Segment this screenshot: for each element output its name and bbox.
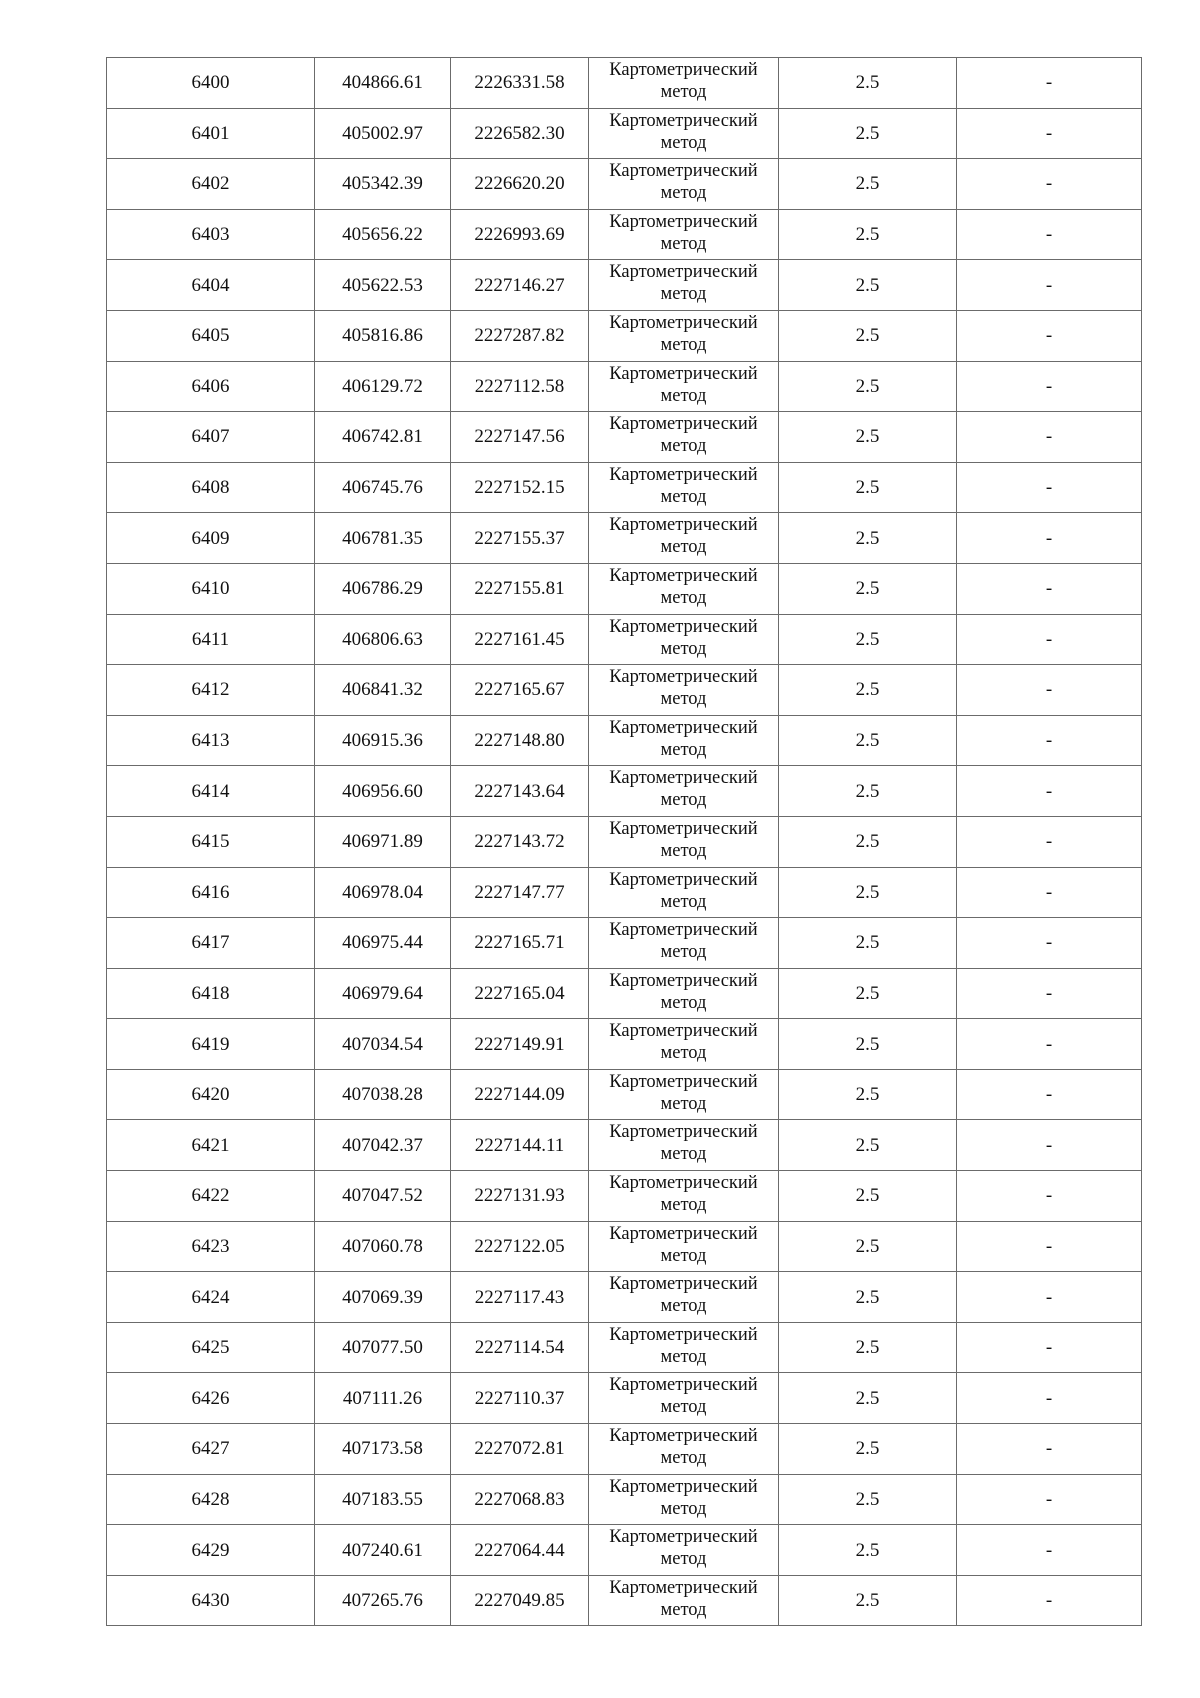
point-number-cell: 6417 [107,918,315,969]
method-line-1: Картометрический [609,1173,758,1194]
x-coordinate-cell: 407265.76 [315,1575,451,1626]
y-coordinate-cell: 2227148.80 [451,715,589,766]
table-row [107,766,1142,817]
method-cell [589,614,779,665]
note-cell: - [957,766,1142,817]
accuracy-cell: 2.5 [779,1424,957,1475]
method-line-1: Картометрический [609,768,758,789]
point-number-cell: 6427 [107,1424,315,1475]
note-cell: - [957,361,1142,412]
method-cell [589,766,779,817]
method-cell [589,1171,779,1222]
table-row [107,361,1142,412]
table-row [107,462,1142,513]
x-coordinate-cell: 407077.50 [315,1322,451,1373]
point-number-cell: 6419 [107,1019,315,1070]
note-cell: - [957,614,1142,665]
note-cell: - [957,412,1142,463]
method-line-1: Картометрический [609,1426,758,1447]
note-cell: - [957,1424,1142,1475]
x-coordinate-cell: 407060.78 [315,1221,451,1272]
point-number-cell: 6411 [107,614,315,665]
note-cell: - [957,968,1142,1019]
method-cell [589,665,779,716]
note-cell: - [957,918,1142,969]
y-coordinate-cell: 2227165.71 [451,918,589,969]
y-coordinate-cell: 2227152.15 [451,462,589,513]
accuracy-cell: 2.5 [779,1019,957,1070]
accuracy-cell: 2.5 [779,361,957,412]
table-row [107,513,1142,564]
method-cell [589,310,779,361]
accuracy-cell: 2.5 [779,1069,957,1120]
accuracy-cell: 2.5 [779,1575,957,1626]
point-number-cell: 6428 [107,1474,315,1525]
note-cell: - [957,513,1142,564]
table-row [107,1272,1142,1323]
method-line-2: метод [660,1599,707,1620]
method-line-1: Картометрический [609,667,758,688]
point-number-cell: 6420 [107,1069,315,1120]
y-coordinate-cell: 2227072.81 [451,1424,589,1475]
point-number-cell: 6409 [107,513,315,564]
method-line-1: Картометрический [609,1274,758,1295]
y-coordinate-cell: 2227131.93 [451,1171,589,1222]
coordinates-table-body [107,58,1142,1626]
table-row [107,1120,1142,1171]
method-line-1: Картометрический [609,1021,758,1042]
method-line-2: метод [660,1144,707,1165]
method-line-2: метод [660,183,707,204]
method-cell [589,462,779,513]
point-number-cell: 6406 [107,361,315,412]
note-cell: - [957,1272,1142,1323]
method-cell [589,867,779,918]
method-cell [589,1525,779,1576]
note-cell: - [957,1525,1142,1576]
table-row [107,1069,1142,1120]
point-number-cell: 6404 [107,260,315,311]
method-line-2: метод [660,334,707,355]
table-row [107,816,1142,867]
y-coordinate-cell: 2227149.91 [451,1019,589,1070]
method-line-1: Картометрический [609,414,758,435]
accuracy-cell: 2.5 [779,209,957,260]
y-coordinate-cell: 2226582.30 [451,108,589,159]
y-coordinate-cell: 2227112.58 [451,361,589,412]
y-coordinate-cell: 2227165.67 [451,665,589,716]
method-line-1: Картометрический [609,363,758,384]
method-cell [589,816,779,867]
method-line-2: метод [660,385,707,406]
x-coordinate-cell: 407069.39 [315,1272,451,1323]
note-cell: - [957,1120,1142,1171]
table-row [107,108,1142,159]
x-coordinate-cell: 405342.39 [315,159,451,210]
method-line-2: метод [660,132,707,153]
method-line-2: метод [660,942,707,963]
method-line-2: метод [660,1043,707,1064]
x-coordinate-cell: 406781.35 [315,513,451,564]
method-line-1: Картометрический [609,1476,758,1497]
note-cell: - [957,209,1142,260]
point-number-cell: 6413 [107,715,315,766]
table-row [107,563,1142,614]
point-number-cell: 6422 [107,1171,315,1222]
accuracy-cell: 2.5 [779,1272,957,1323]
y-coordinate-cell: 2227155.81 [451,563,589,614]
method-line-2: метод [660,840,707,861]
table-row [107,260,1142,311]
method-line-1: Картометрический [609,110,758,131]
y-coordinate-cell: 2226331.58 [451,58,589,109]
table-row [107,968,1142,1019]
method-line-1: Картометрический [609,565,758,586]
method-cell [589,1474,779,1525]
note-cell: - [957,58,1142,109]
method-cell [589,513,779,564]
method-cell [589,918,779,969]
note-cell: - [957,867,1142,918]
x-coordinate-cell: 406806.63 [315,614,451,665]
note-cell: - [957,1575,1142,1626]
y-coordinate-cell: 2227110.37 [451,1373,589,1424]
method-cell [589,968,779,1019]
point-number-cell: 6408 [107,462,315,513]
x-coordinate-cell: 407173.58 [315,1424,451,1475]
x-coordinate-cell: 406978.04 [315,867,451,918]
y-coordinate-cell: 2227146.27 [451,260,589,311]
method-cell [589,159,779,210]
accuracy-cell: 2.5 [779,412,957,463]
accuracy-cell: 2.5 [779,513,957,564]
x-coordinate-cell: 405816.86 [315,310,451,361]
method-cell [589,361,779,412]
x-coordinate-cell: 407047.52 [315,1171,451,1222]
y-coordinate-cell: 2227064.44 [451,1525,589,1576]
accuracy-cell: 2.5 [779,918,957,969]
note-cell: - [957,1474,1142,1525]
x-coordinate-cell: 407111.26 [315,1373,451,1424]
method-cell [589,58,779,109]
method-line-2: метод [660,1448,707,1469]
note-cell: - [957,159,1142,210]
method-line-2: метод [660,1346,707,1367]
method-line-1: Картометрический [609,1122,758,1143]
point-number-cell: 6430 [107,1575,315,1626]
note-cell: - [957,108,1142,159]
coordinates-table [106,57,1142,1626]
accuracy-cell: 2.5 [779,968,957,1019]
method-line-2: метод [660,1397,707,1418]
method-line-1: Картометрический [609,1527,758,1548]
y-coordinate-cell: 2226993.69 [451,209,589,260]
x-coordinate-cell: 404866.61 [315,58,451,109]
method-cell [589,1322,779,1373]
note-cell: - [957,310,1142,361]
method-cell [589,1575,779,1626]
method-cell [589,1120,779,1171]
note-cell: - [957,1019,1142,1070]
accuracy-cell: 2.5 [779,1474,957,1525]
y-coordinate-cell: 2227144.11 [451,1120,589,1171]
method-line-1: Картометрический [609,717,758,738]
method-line-1: Картометрический [609,616,758,637]
accuracy-cell: 2.5 [779,816,957,867]
point-number-cell: 6405 [107,310,315,361]
accuracy-cell: 2.5 [779,1525,957,1576]
table-row [107,412,1142,463]
accuracy-cell: 2.5 [779,58,957,109]
note-cell: - [957,665,1142,716]
table-row [107,715,1142,766]
method-cell [589,563,779,614]
method-line-2: метод [660,1093,707,1114]
accuracy-cell: 2.5 [779,1322,957,1373]
method-line-1: Картометрический [609,161,758,182]
x-coordinate-cell: 406841.32 [315,665,451,716]
method-line-1: Картометрический [609,262,758,283]
point-number-cell: 6424 [107,1272,315,1323]
note-cell: - [957,1069,1142,1120]
accuracy-cell: 2.5 [779,1120,957,1171]
table-row [107,310,1142,361]
accuracy-cell: 2.5 [779,159,957,210]
method-line-1: Картометрический [609,1223,758,1244]
method-line-1: Картометрический [609,869,758,890]
method-line-2: метод [660,891,707,912]
y-coordinate-cell: 2227161.45 [451,614,589,665]
x-coordinate-cell: 406975.44 [315,918,451,969]
table-row [107,1373,1142,1424]
y-coordinate-cell: 2227147.77 [451,867,589,918]
point-number-cell: 6414 [107,766,315,817]
method-line-2: метод [660,1245,707,1266]
method-line-2: метод [660,1549,707,1570]
point-number-cell: 6400 [107,58,315,109]
x-coordinate-cell: 406745.76 [315,462,451,513]
y-coordinate-cell: 2227287.82 [451,310,589,361]
method-line-2: метод [660,1195,707,1216]
method-line-1: Картометрический [609,1375,758,1396]
table-row [107,58,1142,109]
table-row [107,614,1142,665]
accuracy-cell: 2.5 [779,310,957,361]
x-coordinate-cell: 405656.22 [315,209,451,260]
method-cell [589,1069,779,1120]
accuracy-cell: 2.5 [779,766,957,817]
table-row [107,1474,1142,1525]
x-coordinate-cell: 406129.72 [315,361,451,412]
method-line-1: Картометрический [609,818,758,839]
note-cell: - [957,1221,1142,1272]
method-line-2: метод [660,486,707,507]
point-number-cell: 6401 [107,108,315,159]
method-cell [589,715,779,766]
point-number-cell: 6410 [107,563,315,614]
table-row [107,1525,1142,1576]
table-row [107,1019,1142,1070]
method-cell [589,260,779,311]
method-line-2: метод [660,587,707,608]
note-cell: - [957,260,1142,311]
note-cell: - [957,462,1142,513]
method-cell [589,108,779,159]
point-number-cell: 6421 [107,1120,315,1171]
accuracy-cell: 2.5 [779,614,957,665]
method-line-1: Картометрический [609,464,758,485]
x-coordinate-cell: 405622.53 [315,260,451,311]
method-cell [589,1373,779,1424]
method-line-1: Картометрический [609,60,758,80]
point-number-cell: 6415 [107,816,315,867]
x-coordinate-cell: 407042.37 [315,1120,451,1171]
method-line-2: метод [660,1498,707,1519]
x-coordinate-cell: 407034.54 [315,1019,451,1070]
point-number-cell: 6426 [107,1373,315,1424]
point-number-cell: 6423 [107,1221,315,1272]
note-cell: - [957,1373,1142,1424]
note-cell: - [957,563,1142,614]
method-cell [589,1272,779,1323]
y-coordinate-cell: 2226620.20 [451,159,589,210]
method-cell [589,1424,779,1475]
y-coordinate-cell: 2227144.09 [451,1069,589,1120]
note-cell: - [957,1322,1142,1373]
accuracy-cell: 2.5 [779,1221,957,1272]
accuracy-cell: 2.5 [779,715,957,766]
method-line-2: метод [660,1296,707,1317]
x-coordinate-cell: 406971.89 [315,816,451,867]
y-coordinate-cell: 2227049.85 [451,1575,589,1626]
point-number-cell: 6403 [107,209,315,260]
accuracy-cell: 2.5 [779,563,957,614]
x-coordinate-cell: 405002.97 [315,108,451,159]
note-cell: - [957,1171,1142,1222]
method-line-1: Картометрический [609,312,758,333]
x-coordinate-cell: 406915.36 [315,715,451,766]
point-number-cell: 6418 [107,968,315,1019]
y-coordinate-cell: 2227147.56 [451,412,589,463]
x-coordinate-cell: 406956.60 [315,766,451,817]
method-line-2: метод [660,284,707,305]
table-row [107,1575,1142,1626]
table-row [107,1424,1142,1475]
method-cell [589,1019,779,1070]
accuracy-cell: 2.5 [779,867,957,918]
method-line-2: метод [660,689,707,710]
method-line-2: метод [660,537,707,558]
table-row [107,918,1142,969]
method-line-2: метод [660,233,707,254]
y-coordinate-cell: 2227143.64 [451,766,589,817]
y-coordinate-cell: 2227068.83 [451,1474,589,1525]
y-coordinate-cell: 2227165.04 [451,968,589,1019]
x-coordinate-cell: 407240.61 [315,1525,451,1576]
point-number-cell: 6425 [107,1322,315,1373]
method-line-1: Картометрический [609,1577,758,1598]
y-coordinate-cell: 2227117.43 [451,1272,589,1323]
y-coordinate-cell: 2227122.05 [451,1221,589,1272]
point-number-cell: 6407 [107,412,315,463]
table-row [107,209,1142,260]
y-coordinate-cell: 2227114.54 [451,1322,589,1373]
point-number-cell: 6429 [107,1525,315,1576]
y-coordinate-cell: 2227155.37 [451,513,589,564]
x-coordinate-cell: 406979.64 [315,968,451,1019]
accuracy-cell: 2.5 [779,260,957,311]
method-line-2: метод [660,739,707,760]
point-number-cell: 6416 [107,867,315,918]
x-coordinate-cell: 406742.81 [315,412,451,463]
method-line-2: метод [660,436,707,457]
note-cell: - [957,715,1142,766]
method-line-1: Картометрический [609,920,758,941]
accuracy-cell: 2.5 [779,108,957,159]
accuracy-cell: 2.5 [779,1171,957,1222]
method-cell [589,412,779,463]
method-line-2: метод [660,992,707,1013]
x-coordinate-cell: 406786.29 [315,563,451,614]
point-number-cell: 6412 [107,665,315,716]
method-line-1: Картометрический [609,211,758,232]
accuracy-cell: 2.5 [779,462,957,513]
y-coordinate-cell: 2227143.72 [451,816,589,867]
method-cell [589,1221,779,1272]
accuracy-cell: 2.5 [779,1373,957,1424]
table-row [107,867,1142,918]
method-line-2: метод [660,82,707,102]
table-row [107,159,1142,210]
x-coordinate-cell: 407183.55 [315,1474,451,1525]
method-line-2: метод [660,638,707,659]
table-row [107,665,1142,716]
method-line-1: Картометрический [609,515,758,536]
method-line-1: Картометрический [609,1071,758,1092]
method-line-1: Картометрический [609,1324,758,1345]
x-coordinate-cell: 407038.28 [315,1069,451,1120]
note-cell: - [957,816,1142,867]
table-row [107,1221,1142,1272]
method-cell [589,209,779,260]
table-row [107,1171,1142,1222]
accuracy-cell: 2.5 [779,665,957,716]
method-line-1: Картометрический [609,970,758,991]
point-number-cell: 6402 [107,159,315,210]
method-line-2: метод [660,790,707,811]
table-row [107,1322,1142,1373]
